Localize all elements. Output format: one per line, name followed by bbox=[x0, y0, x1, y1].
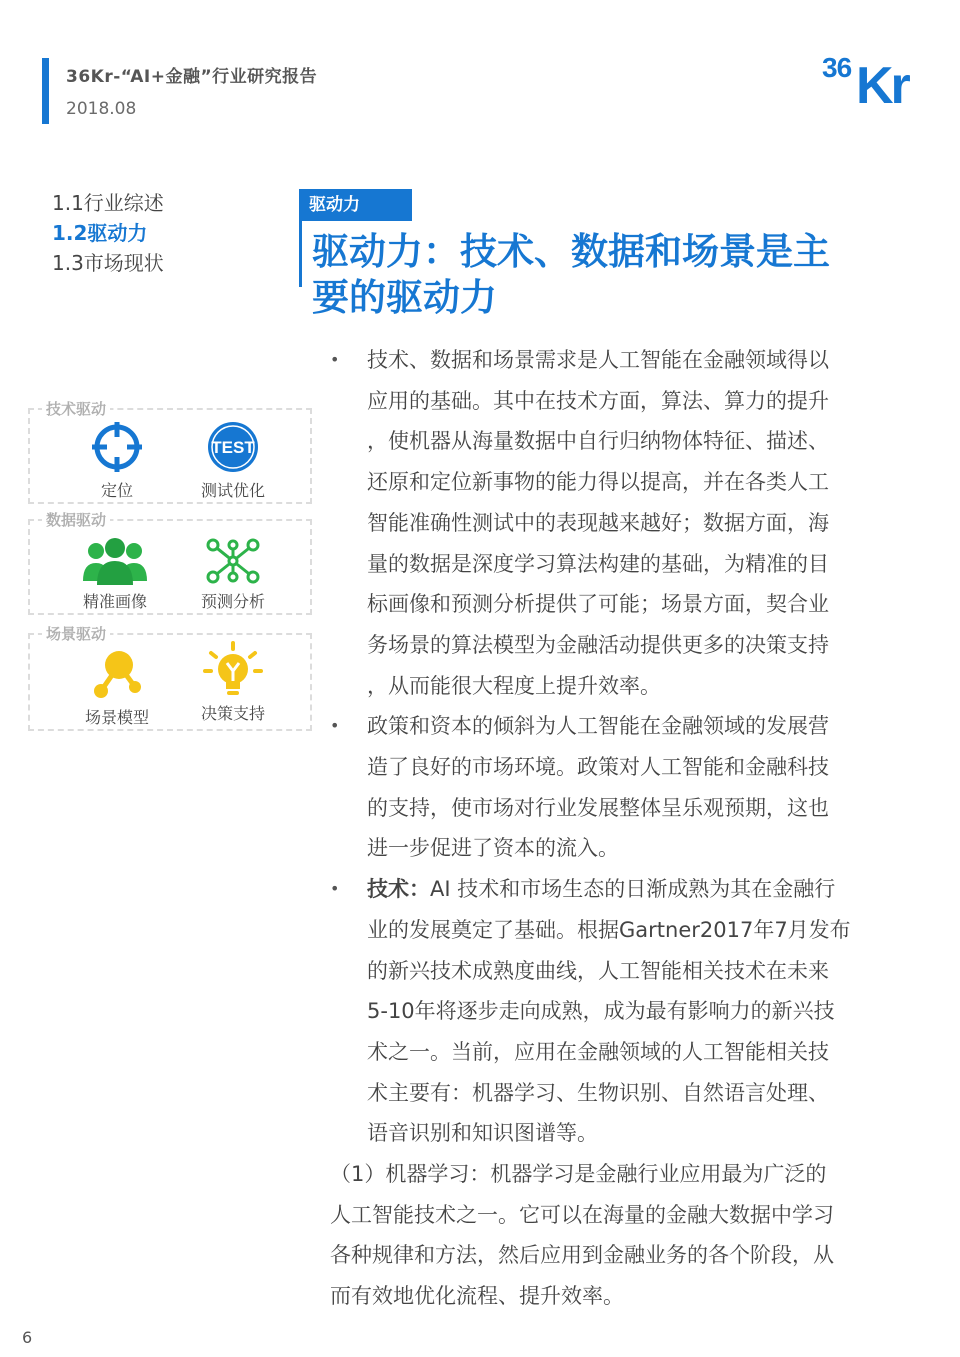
toc-item-drivers[interactable]: 1.2驱动力 bbox=[52, 221, 148, 245]
table-of-contents bbox=[52, 188, 164, 278]
paragraph bbox=[330, 1154, 890, 1317]
text-line: 量的数据是深度学习算法构建的基础，为精准的目 bbox=[367, 551, 829, 576]
logo-36-text: 36 bbox=[822, 52, 852, 83]
panel-tech-drivers bbox=[28, 400, 312, 504]
header-accent-bar bbox=[42, 58, 49, 124]
bullet-point bbox=[330, 869, 890, 1154]
panel-scenario-drivers bbox=[28, 625, 312, 731]
people-icon bbox=[82, 537, 148, 585]
node-graph-icon bbox=[89, 647, 145, 701]
logo-kr-text: Kr bbox=[856, 57, 908, 115]
text-line: 各种规律和方法，然后应用到金融业务的各个阶段，从 bbox=[330, 1243, 834, 1268]
logo-36kr bbox=[822, 52, 926, 116]
text-line bbox=[367, 869, 890, 910]
page-heading-line: 驱动力：技术、数据和场景是主 bbox=[312, 230, 830, 273]
text-line: ，使机器从海量数据中自行归纳物体特征、描述、 bbox=[367, 429, 829, 454]
text-line: 技术、数据和场景需求是人工智能在金融领域得以 bbox=[367, 348, 829, 372]
text-line: 造了良好的市场环境。政策对人工智能和金融科技 bbox=[367, 755, 829, 780]
text-line: 人工智能技术之一。它可以在海量的金融大数据中学习 bbox=[330, 1202, 834, 1227]
driver-label: 决策支持 bbox=[200, 704, 265, 723]
section-tag: 驱动力 bbox=[299, 189, 412, 221]
text-line: ，从而能很大程度上提升效率。 bbox=[367, 673, 661, 698]
text-line: 术之一。当前，应用在金融领域的人工智能相关技 bbox=[367, 1039, 829, 1064]
lightbulb-icon bbox=[203, 641, 263, 701]
bullet-dot: • bbox=[330, 879, 340, 899]
driver-label: 定位 bbox=[100, 481, 133, 500]
text-line: 智能准确性测试中的表现越来越好；数据方面，海 bbox=[367, 510, 829, 535]
toc-item-overview[interactable]: 1.1行业综述 bbox=[52, 191, 164, 215]
text-line: 5-10年将逐步走向成熟，成为最有影响力的新兴技 bbox=[367, 999, 835, 1024]
bullet-dot: • bbox=[330, 716, 340, 736]
driver-label: 精准画像 bbox=[82, 592, 147, 611]
text-line: 业的发展奠定了基础。根据Gartner2017年7月发布 bbox=[367, 917, 851, 942]
body-text bbox=[330, 340, 890, 1317]
panel-label: 数据驱动 bbox=[42, 509, 110, 530]
bullet-dot: • bbox=[330, 350, 340, 369]
text-line: 语音识别和知识图谱等。 bbox=[367, 1121, 598, 1146]
heading-accent-bar bbox=[299, 221, 302, 287]
panel-data-drivers bbox=[28, 511, 312, 615]
text-line: 的新兴技术成熟度曲线，人工智能相关技术在未来 bbox=[367, 958, 829, 983]
text-line: 还原和定位新事物的能力得以提高，并在各类人工 bbox=[367, 470, 829, 495]
test-badge-icon bbox=[205, 420, 261, 474]
report-title: 36Kr-“AI+金融”行业研究报告 bbox=[66, 67, 318, 87]
target-icon bbox=[90, 420, 144, 474]
page-heading-line: 要的驱动力 bbox=[312, 276, 497, 319]
network-icon bbox=[203, 537, 263, 585]
test-badge-text: TEST bbox=[211, 438, 255, 457]
page-number: 6 bbox=[22, 1328, 33, 1347]
driver-label: 测试优化 bbox=[200, 481, 265, 500]
report-date: 2018.08 bbox=[66, 99, 137, 119]
bold-label: 技术： bbox=[367, 877, 430, 902]
text-line: 而有效地优化流程、提升效率。 bbox=[330, 1284, 624, 1309]
text-line: 术主要有：机器学习、生物识别、自然语言处理、 bbox=[367, 1080, 829, 1105]
text-span: AI 技术和市场生态的日渐成熟为其在金融行 bbox=[430, 877, 836, 902]
panel-label: 场景驱动 bbox=[42, 623, 110, 644]
driver-item-decision-support bbox=[178, 641, 288, 724]
driver-item-precise-profile bbox=[60, 537, 170, 612]
driver-label: 场景模型 bbox=[84, 708, 149, 727]
driver-item-positioning bbox=[62, 420, 172, 501]
text-line: （1）机器学习：机器学习是金融行业应用最为广泛的 bbox=[330, 1162, 827, 1187]
text-line: 标画像和预测分析提供了可能；场景方面，契合业 bbox=[367, 592, 829, 617]
driver-label: 预测分析 bbox=[200, 592, 265, 611]
driver-item-test-optimization bbox=[178, 420, 288, 501]
page-heading bbox=[312, 229, 872, 321]
toc-item-market[interactable]: 1.3市场现状 bbox=[52, 251, 164, 275]
text-line: 的支持，使市场对行业发展整体呈乐观预期，这也 bbox=[367, 795, 829, 820]
text-line: 务场景的算法模型为金融活动提供更多的决策支持 bbox=[367, 632, 829, 657]
bullet-point bbox=[330, 340, 890, 706]
text-line: 政策和资本的倾斜为人工智能在金融领域的发展营 bbox=[367, 714, 829, 739]
panel-label: 技术驱动 bbox=[42, 398, 110, 419]
text-line: 进一步促进了资本的流入。 bbox=[367, 836, 619, 861]
text-line: 应用的基础。其中在技术方面，算法、算力的提升 bbox=[367, 388, 829, 413]
driver-item-scenario-model bbox=[62, 647, 172, 728]
bullet-point bbox=[330, 706, 890, 869]
driver-item-predictive-analysis bbox=[178, 537, 288, 612]
